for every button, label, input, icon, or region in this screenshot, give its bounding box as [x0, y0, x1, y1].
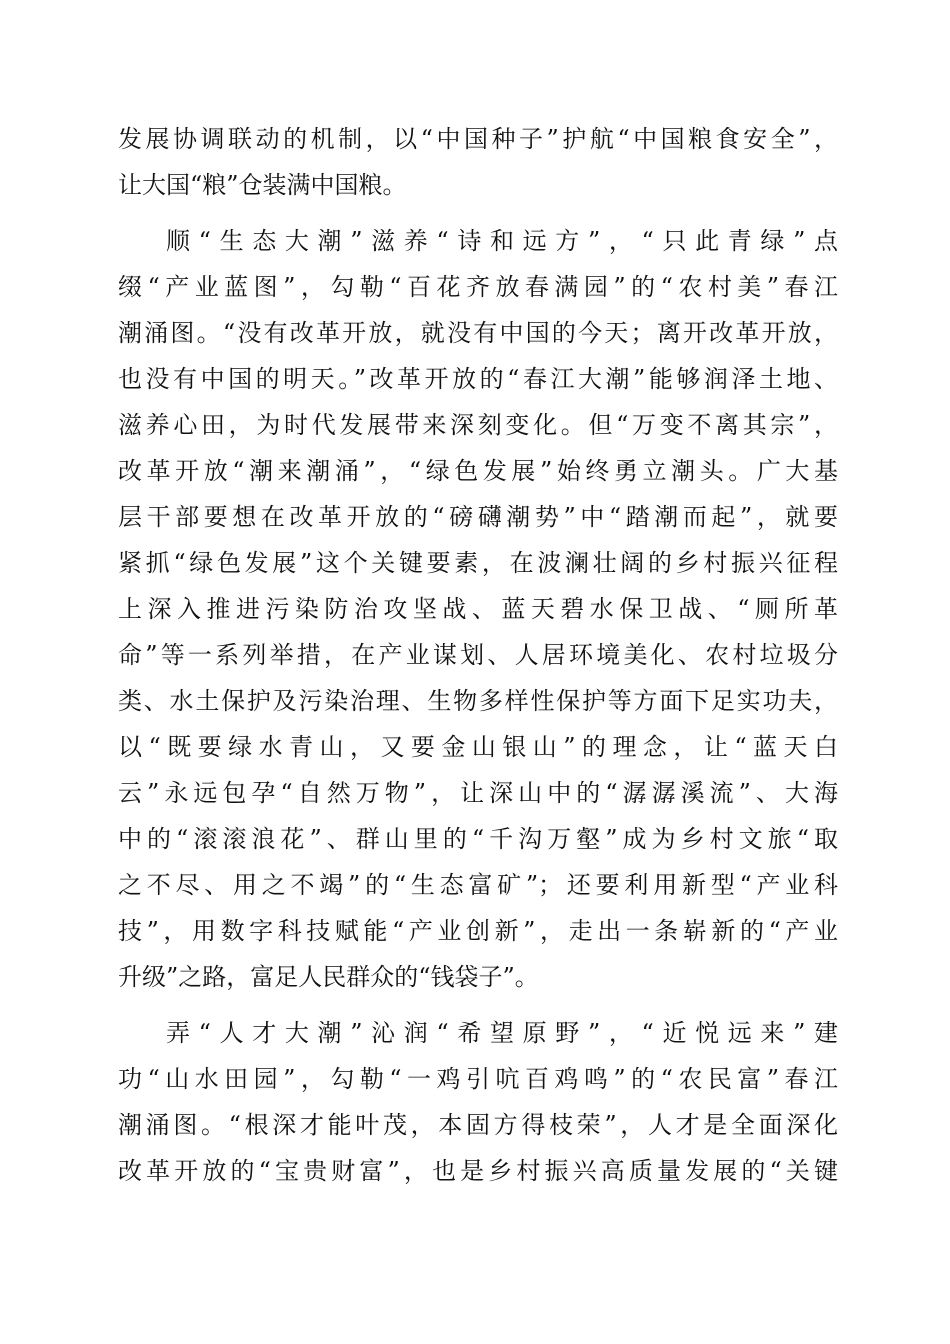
text-line: 让大国“粮”仓装满中国粮。: [118, 171, 407, 199]
article-body: [118, 116, 838, 1194]
text-line: 中的“滚滚浪花”、群山里的“千沟万壑”成为乡村文旅“取: [118, 825, 838, 853]
text-line: 云”永远包孕“自然万物”，让深山中的“潺潺溪流”、大海: [118, 779, 838, 807]
text-line: 滋养心田，为时代发展带来深刻变化。但“万变不离其宗”，: [118, 411, 838, 439]
text-line: 紧抓“绿色发展”这个关键要素，在波澜壮阔的乡村振兴征程: [118, 549, 838, 577]
text-line: 以“既要绿水青山，又要金山银山”的理念，让“蓝天白: [118, 733, 838, 761]
text-line: 技”，用数字科技赋能“产业创新”，走出一条崭新的“产业: [118, 917, 838, 945]
text-line: 上深入推进污染防治攻坚战、蓝天碧水保卫战、“厕所革: [118, 595, 838, 623]
text-line: 之不尽、用之不竭”的“生态富矿”；还要利用新型“产业科: [118, 871, 838, 899]
text-line: 功“山水田园”，勾勒“一鸡引吭百鸡鸣”的“农民富”春江: [118, 1065, 838, 1093]
paragraph-gap: [118, 208, 838, 218]
text-line: 改革开放“潮来潮涌”，“绿色发展”始终勇立潮头。广大基: [118, 457, 838, 485]
text-line: 也没有中国的明天。”改革开放的“春江大潮”能够润泽土地、: [118, 365, 838, 393]
text-line: 改革开放的“宝贵财富”，也是乡村振兴高质量发展的“关键: [118, 1157, 838, 1185]
text-line: 弄“人才大潮”沁润“希望原野”，“近悦远来”建: [166, 1019, 838, 1047]
text-line: 潮涌图。“根深才能叶茂，本固方得枝荣”，人才是全面深化: [118, 1111, 838, 1139]
text-line: 命”等一系列举措，在产业谋划、人居环境美化、农村垃圾分: [118, 641, 838, 669]
paragraph: [118, 218, 838, 1000]
text-line: 层干部要想在改革开放的“磅礴潮势”中“踏潮而起”，就要: [118, 503, 838, 531]
paragraph: [118, 1010, 838, 1194]
text-line: 升级”之路，富足人民群众的“钱袋子”。: [118, 963, 539, 991]
text-line: 发展协调联动的机制，以“中国种子”护航“中国粮食安全”，: [118, 125, 838, 153]
paragraph: [118, 116, 838, 208]
text-line: 顺“生态大潮”滋养“诗和远方”，“只此青绿”点: [166, 227, 838, 255]
text-line: 潮涌图。“没有改革开放，就没有中国的今天；离开改革开放，: [118, 319, 838, 347]
text-line: 类、水土保护及污染治理、生物多样性保护等方面下足实功夫，: [118, 687, 838, 715]
text-line: 缀“产业蓝图”，勾勒“百花齐放春满园”的“农村美”春江: [118, 273, 838, 301]
paragraph-gap: [118, 1000, 838, 1010]
